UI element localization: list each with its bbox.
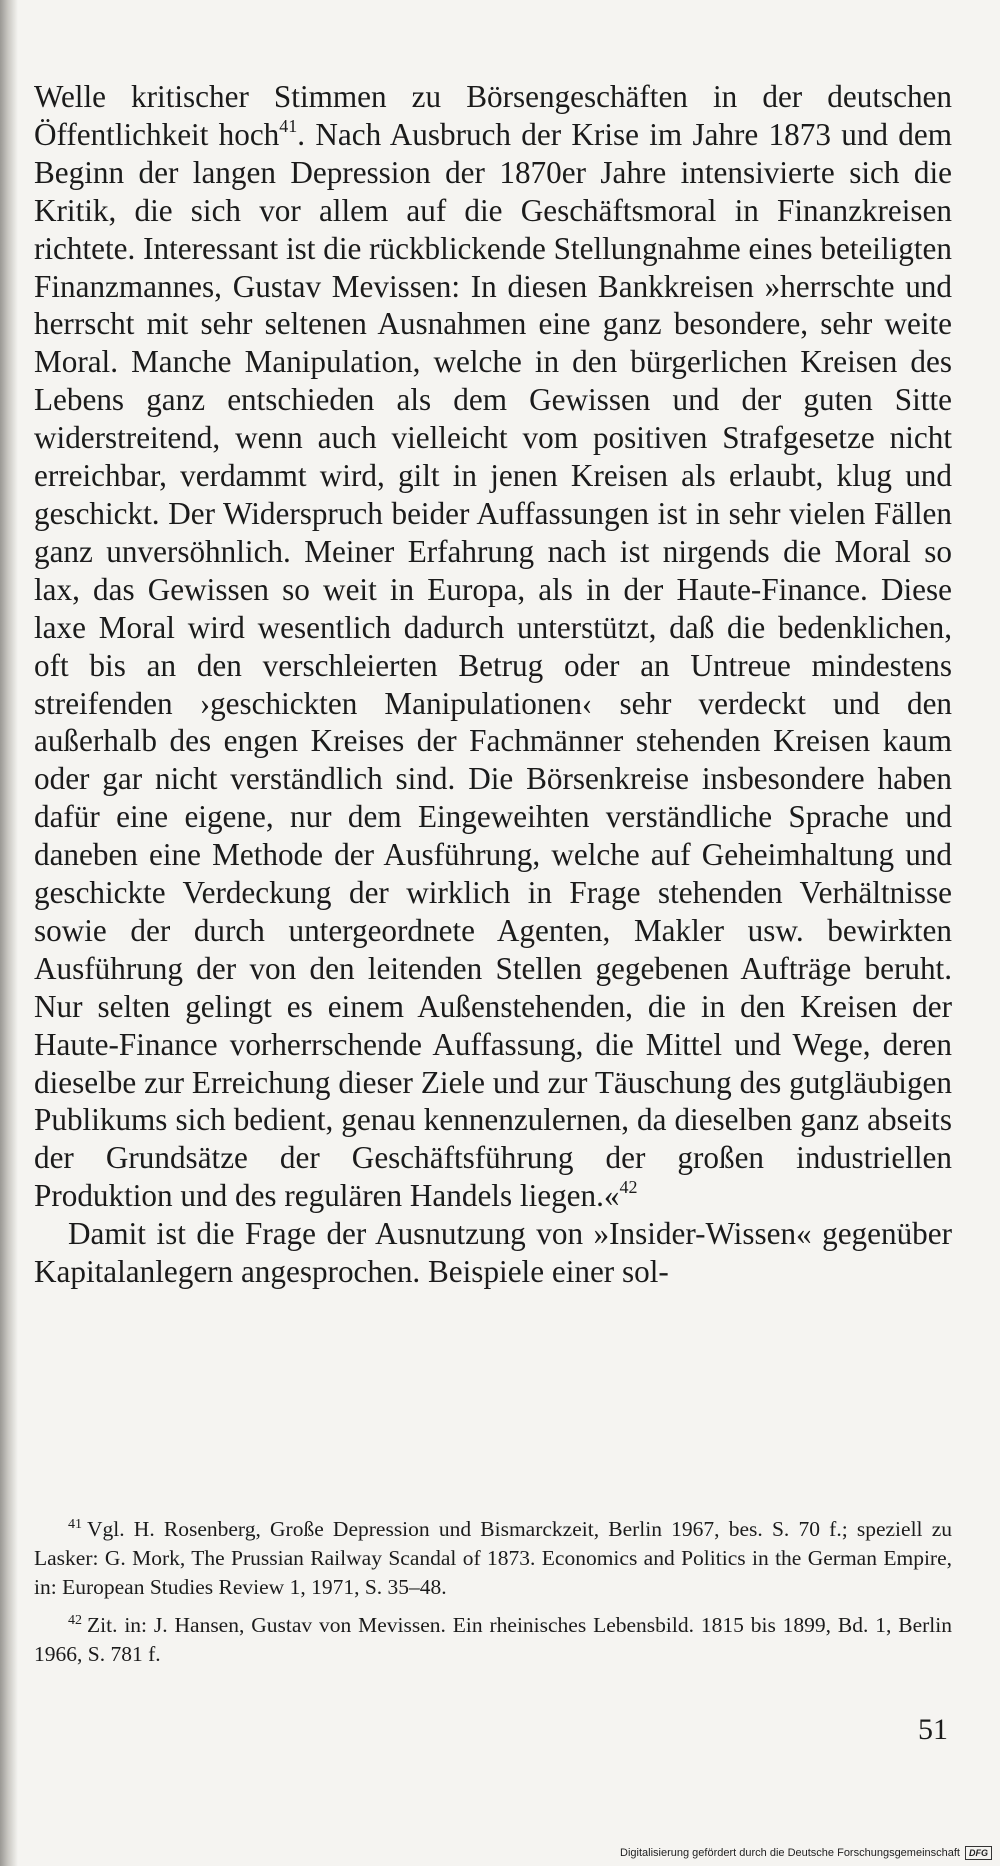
page-edge-shadow <box>0 0 18 1866</box>
footnote-ref-42[interactable]: 42 <box>619 1177 638 1198</box>
credit-text: Digitalisierung gefördert durch die Deutsche Forschungsgemeinschaft <box>620 1847 960 1859</box>
footnote-text: Vgl. H. Rosenberg, Große Depression und Bismarckzeit, Berlin 1967, bes. S. 70 f.; speziell zu Lasker: G. Mork, The Prussian Railway Scandal of 1873. Economics and Politics in the German Empire, in: European Studies Review 1, 1971, S. 35–48. <box>34 1517 952 1599</box>
footnote-number: 41 <box>68 1517 82 1532</box>
paragraph-1-text: Welle kritischer Stimmen zu Börsengeschäften in der deutschen Öffentlichkeit hoch <box>34 79 952 152</box>
footnote-41 <box>34 1510 952 1602</box>
digitization-credit <box>620 1846 992 1860</box>
footnote-text: Zit. in: J. Hansen, Gustav von Mevissen. Ein rheinisches Lebensbild. 1815 bis 1899, Bd. 1, Berlin 1966, S. 781 f. <box>34 1613 952 1666</box>
footnote-ref-41[interactable]: 41 <box>279 115 298 136</box>
body-paragraph-2: Damit ist die Frage der Ausnutzung von »Insider-Wissen« gegenüber Kapitalanlegern angesprochen. Beispiele einer sol- <box>34 1216 952 1290</box>
footnote-42 <box>34 1606 952 1669</box>
footnotes <box>34 1510 952 1673</box>
page-number: 51 <box>918 1713 948 1746</box>
body-paragraph-1 <box>34 78 952 1215</box>
main-text <box>34 78 952 1291</box>
paragraph-1-text-continued: . Nach Ausbruch der Krise im Jahre 1873 und dem Beginn der langen Depression der 1870er Jahre intensivierte sich die Kritik, die sich vor allem auf die Geschäftsmoral in Finanzkreisen richtete. Interessant ist die rückblickende Stellungnahme eines beteiligten Finanzmannes, Gustav Mevissen: In diesen Bankkreisen »herrschte und herrscht mit sehr seltenen Ausnahmen eine ganz besondere, sehr weite Moral. Manche Manipulation, welche in den bürgerlichen Kreisen des Lebens ganz entschieden als dem Gewissen und der guten Sitte widerstreitend, wenn auch vielleicht vom positiven Strafgesetze nicht erreichbar, verdammt wird, gilt in jenen Kreisen als erlaubt, klug und geschickt. Der Widerspruch beider Auffassungen ist in sehr vielen Fällen ganz unversöhnlich. Meiner Erfahrung nach ist nirgends die Moral so lax, das Gewissen so weit in Europa, als in der Haute-Finance. Diese laxe Moral wird wesentlich dadurch unterstützt, daß die bedenklichen, oft bis an den verschleierten Betrug oder an Untreue mindestens streifenden ›geschickten Manipulationen‹ sehr verdeckt und den außerhalb des engen Kreises der Fachmänner stehenden Kreisen kaum oder gar nicht verständlich sind. Die Börsenkreise insbesondere haben dafür eine eigene, nur dem Eingeweihten verständliche Sprache und daneben eine Methode der Ausführung, welche auf Geheimhaltung und geschickte Verdeckung der wirklich in Frage stehenden Verhältnisse sowie der durch untergeordnete Agenten, Makler usw. bewirkten Ausführung der von den leitenden Stellen gegebenen Aufträge beruht. Nur selten gelingt es einem Außenstehenden, die in den Kreisen der Haute-Finance vorherrschende Auffassung, die Mittel und Wege, deren dieselbe zur Erreichung dieser Ziele und zur Täuschung des gutgläubigen Publikums sich bedient, genau kennenzulernen, da dieselben ganz abseits der Grundsätze der Geschäftsführung der großen industriellen Produktion und des regulären Handels liegen.« <box>34 116 952 1214</box>
dfg-logo-icon: DFG <box>965 1846 992 1860</box>
footnote-number: 42 <box>68 1613 82 1628</box>
